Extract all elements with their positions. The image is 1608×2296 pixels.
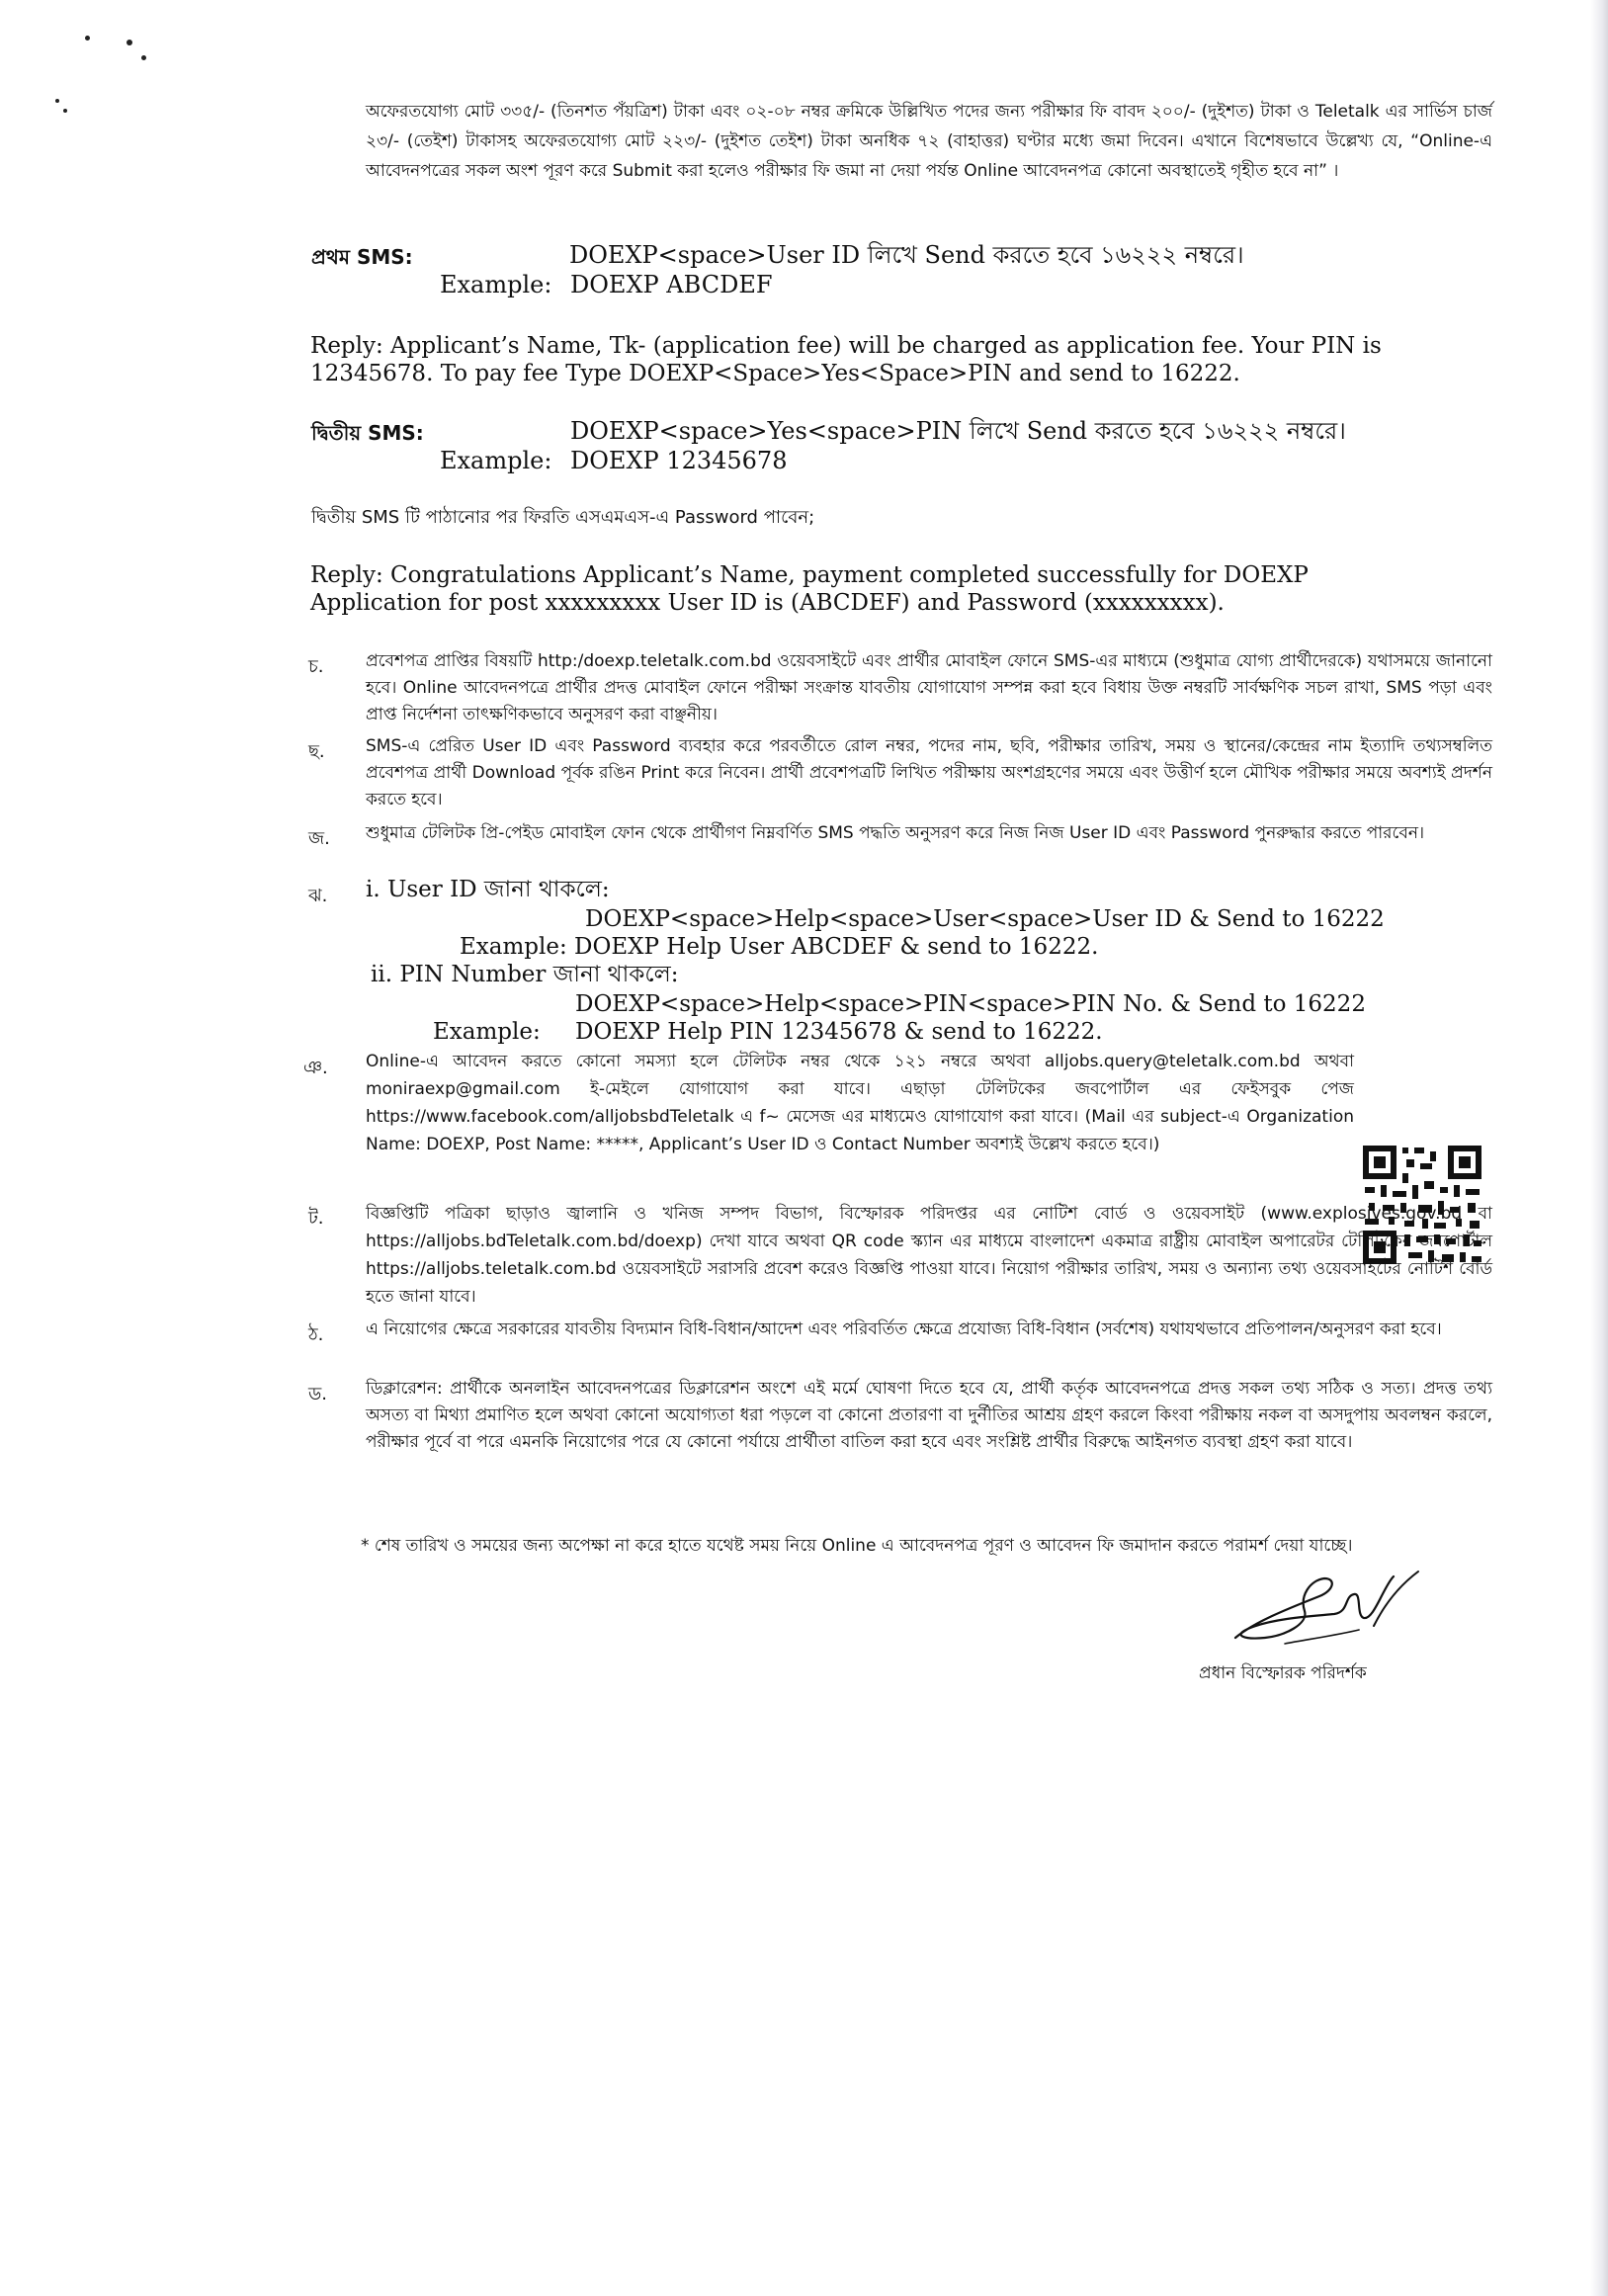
sms2-reply-line1: Reply: Congratulations Applicant’s Name, payment completed successfully for DOEXP (310, 562, 1309, 588)
footnote: * শেষ তারিখ ও সময়ের জন্য অপেক্ষা না করে হাতে যথেষ্ট সময় নিয়ে Online এ আবেদনপত্র পূরণ ও আবেদন ফি জমাদান করতে পরামর্শ দেয়া যাচ্ছে। (361, 1536, 1353, 1556)
item-jha-sub2-example: DOEXP Help PIN 12345678 & send to 16222. (575, 1019, 1103, 1045)
item-tha-marker: ঠ. (308, 1324, 324, 1345)
sms1-instruction: DOEXP<space>User ID লিখে Send করতে হবে ১৬২২২ নম্বরে। (569, 241, 1244, 269)
scan-speck (141, 55, 146, 60)
item-jha-marker: ঝ. (308, 886, 328, 906)
signatory-title: প্রধান বিস্ফোরক পরিদর্শক (1199, 1663, 1367, 1683)
scan-edge-shadow (1590, 0, 1608, 2296)
signature-icon (1226, 1567, 1423, 1651)
sms1-reply-line1: Reply: Applicant’s Name, Tk- (application fee) will be charged as application fee. Your PIN is (310, 333, 1382, 359)
item-jha-sub1-example: Example: DOEXP Help User ABCDEF & send to 16222. (460, 934, 1099, 960)
sms2-instruction: DOEXP<space>Yes<space>PIN লিখে Send করতে হবে ১৬২২২ নম্বরে। (570, 417, 1346, 445)
item-cha-text: প্রবেশপত্র প্রাপ্তির বিষয়টি http:/doexp.teletalk.com.bd ওয়েবসাইটে এবং প্রার্থীর মোবাইল ফোনে SMS-এর মাধ্যমে (শুধুমাত্র যোগ্য প্রার্থীদেরকে) যথাসময়ে জানানো হবে। Online আবেদনপত্রে প্রার্থীর প্রদত্ত মোবাইল ফোনে পরীক্ষা সংক্রান্ত যাবতীয় যোগাযোগ সম্পন্ন করা হবে বিধায় উক্ত নম্বরটি সার্বক্ষণিক সচল রাখা, SMS পড়া এবং প্রাপ্ত নির্দেশনা তাৎক্ষণিকভাবে অনুসরণ করা বাঞ্ছনীয়। (366, 651, 1492, 724)
scan-speck (63, 109, 67, 113)
sms2-note: দ্বিতীয় SMS টি পাঠানোর পর ফিরতি এসএমএস-এ Password পাবেন; (311, 507, 815, 528)
item-da-text: ডিক্লারেশন: প্রার্থীকে অনলাইন আবেদনপত্রের ডিক্লারেশন অংশে এই মর্মে ঘোষণা দিতে হবে যে, প্রার্থী কর্তৃক আবেদনপত্রে প্রদত্ত সকল তথ্য সঠিক ও সত্য। প্রদত্ত তথ্য অসত্য বা মিথ্যা প্রমাণিত হলে অথবা কোনো অযোগ্যতা ধরা পড়লে বা কোনো প্রতারণা বা দুর্নীতির আশ্রয় গ্রহণ করলে কিংবা পরীক্ষায় নকল বা অসদুপায় অবলম্বন করলে, পরীক্ষার পূর্বে বা পরে এমনকি নিয়োগের পরে যে কোনো পর্যায়ে প্রার্থীতা বাতিল করা হবে এবং সংশ্লিষ্ট প্রার্থীর বিরুদ্ধে আইনগত ব্যবস্থা গ্রহণ করা যাবে। (366, 1379, 1492, 1452)
item-ja-marker: জ. (308, 828, 330, 849)
item-jha-sub1-command: DOEXP<space>Help<space>User<space>User ID & Send to 16222 (585, 906, 1385, 932)
item-jha-sub2-command: DOEXP<space>Help<space>PIN<space>PIN No. & Send to 16222 (575, 991, 1366, 1017)
sms2-label: দ্বিতীয় SMS: (311, 421, 424, 445)
scan-speck (55, 99, 59, 103)
scan-speck (127, 40, 132, 45)
item-chha-marker: ছ. (308, 741, 325, 762)
sms2-example: DOEXP 12345678 (570, 447, 788, 474)
item-ta-text: বিজ্ঞপ্তিটি পত্রিকা ছাড়াও জ্বালানি ও খনিজ সম্পদ বিভাগ, বিস্ফোরক পরিদপ্তর এর নোটিশ বোর্ড ও ওয়েবসাইট (www.explosives.gov.bd বা https://alljobs.bdTeletalk.com.bd/doexp) দেখা যাবে অথবা QR code স্ক্যান এর মাধ্যমে বাংলাদেশ একমাত্র রাষ্ট্রীয় মোবাইল অপারেটর টেলিটকের জবপোর্টাল https://alljobs.teletalk.com.bd ওয়েবসাইটে সরাসরি প্রবেশ করেও বিজ্ঞপ্তি পাওয়া যাবে। নিয়োগ পরীক্ষার তারিখ, সময় ও অন্যান্য তথ্য ওয়েবসাইটের নোটিশ বোর্ড হতে জানা যাবে। (366, 1204, 1492, 1307)
item-chha-text: SMS-এ প্রেরিত User ID এবং Password ব্যবহার করে পরবর্তীতে রোল নম্বর, পদের নাম, ছবি, পরীক্ষার তারিখ, সময় ও স্থানের/কেন্দ্রের নাম ইত্যাদি তথ্যসম্বলিত প্রবেশপত্র প্রার্থী Download পূর্বক রঙিন Print করে নিবেন। প্রার্থী প্রবেশপত্রটি লিখিত পরীক্ষায় অংশগ্রহণের সময়ে এবং উত্তীর্ণ হলে মৌখিক পরীক্ষার সময়ে অবশ্যই প্রদর্শন করতে হবে। (366, 736, 1492, 809)
item-nya-text: Online-এ আবেদন করতে কোনো সমস্যা হলে টেলিটক নম্বর থেকে ১২১ নম্বরে অথবা alljobs.query@teletalk.com.bd অথবা moniraexp@gmail.com ই-মেইলে যোগাযোগ করা যাবে। এছাড়া টেলিটকের জবপোর্টাল এর ফেইসবুক পেজ https://www.facebook.com/alljobsbdTeletalk এ f~ মেসেজ এর মাধ্যমেও যোগাযোগ করা যাবে। (Mail এর subject-এ Organization Name: DOEXP, Post Name: *****, Applicant’s User ID ও Contact Number অবশ্যই উল্লেখ করতে হবে।) (366, 1052, 1354, 1154)
item-nya-marker: ঞ. (303, 1058, 328, 1078)
scan-speck (85, 36, 90, 41)
sms2-example-label: Example: (440, 447, 552, 474)
item-jha-sub2-example-label: Example: (433, 1019, 541, 1045)
item-da-marker: ড. (308, 1384, 327, 1404)
sms1-example-label: Example: (440, 271, 552, 298)
sms2-reply-line2: Application for post xxxxxxxxx User ID is (ABCDEF) and Password (xxxxxxxxx). (310, 590, 1225, 616)
item-jha-sub1-label: i. User ID জানা থাকলে: (366, 877, 610, 902)
intro-paragraph: অফেরতযোগ্য মোট ৩৩৫/- (তিনশত পঁয়ত্রিশ) টাকা এবং ০২-০৮ নম্বর ক্রমিকে উল্লিখিত পদের জন্য পরীক্ষার ফি বাবদ ২০০/- (দুইশত) টাকা ও Teletalk এর সার্ভিস চার্জ ২৩/- (তেইশ) টাকাসহ অফেরতযোগ্য মোট ২২৩/- (দুইশত তেইশ) টাকা অনধিক ৭২ (বাহাত্তর) ঘণ্টার মধ্যে জমা দিবেন। এখানে বিশেষভাবে উল্লেখ্য যে, “Online-এ আবেদনপত্রের সকল অংশ পূরণ করে Submit করা হলেও পরীক্ষার ফি জমা না দেয়া পর্যন্ত Online আবেদনপত্র কোনো অবস্থাতেই গৃহীত হবে না” । (366, 102, 1492, 181)
item-ta-marker: ট. (308, 1208, 324, 1229)
item-jha-sub2-label: ii. PIN Number জানা থাকলে: (371, 962, 679, 987)
sms1-example: DOEXP ABCDEF (570, 271, 773, 298)
item-ja-text: শুধুমাত্র টেলিটক প্রি-পেইড মোবাইল ফোন থেকে প্রার্থীগণ নিম্নবর্ণিত SMS পদ্ধতি অনুসরণ করে নিজ নিজ User ID এবং Password পুনরুদ্ধার করতে পারবেন। (366, 823, 1425, 843)
item-tha-text: এ নিয়োগের ক্ষেত্রে সরকারের যাবতীয় বিদ্যমান বিধি-বিধান/আদেশ এবং পরিবর্তিত ক্ষেত্রে প্রযোজ্য বিধি-বিধান (সর্বশেষ) যথাযথভাবে প্রতিপালন/অনুসরণ করা হবে। (366, 1319, 1442, 1339)
sms1-label: প্রথম SMS: (311, 245, 413, 269)
item-cha-marker: চ. (308, 656, 324, 677)
sms1-reply-line2: 12345678. To pay fee Type DOEXP<Space>Yes<Space>PIN and send to 16222. (310, 361, 1240, 386)
